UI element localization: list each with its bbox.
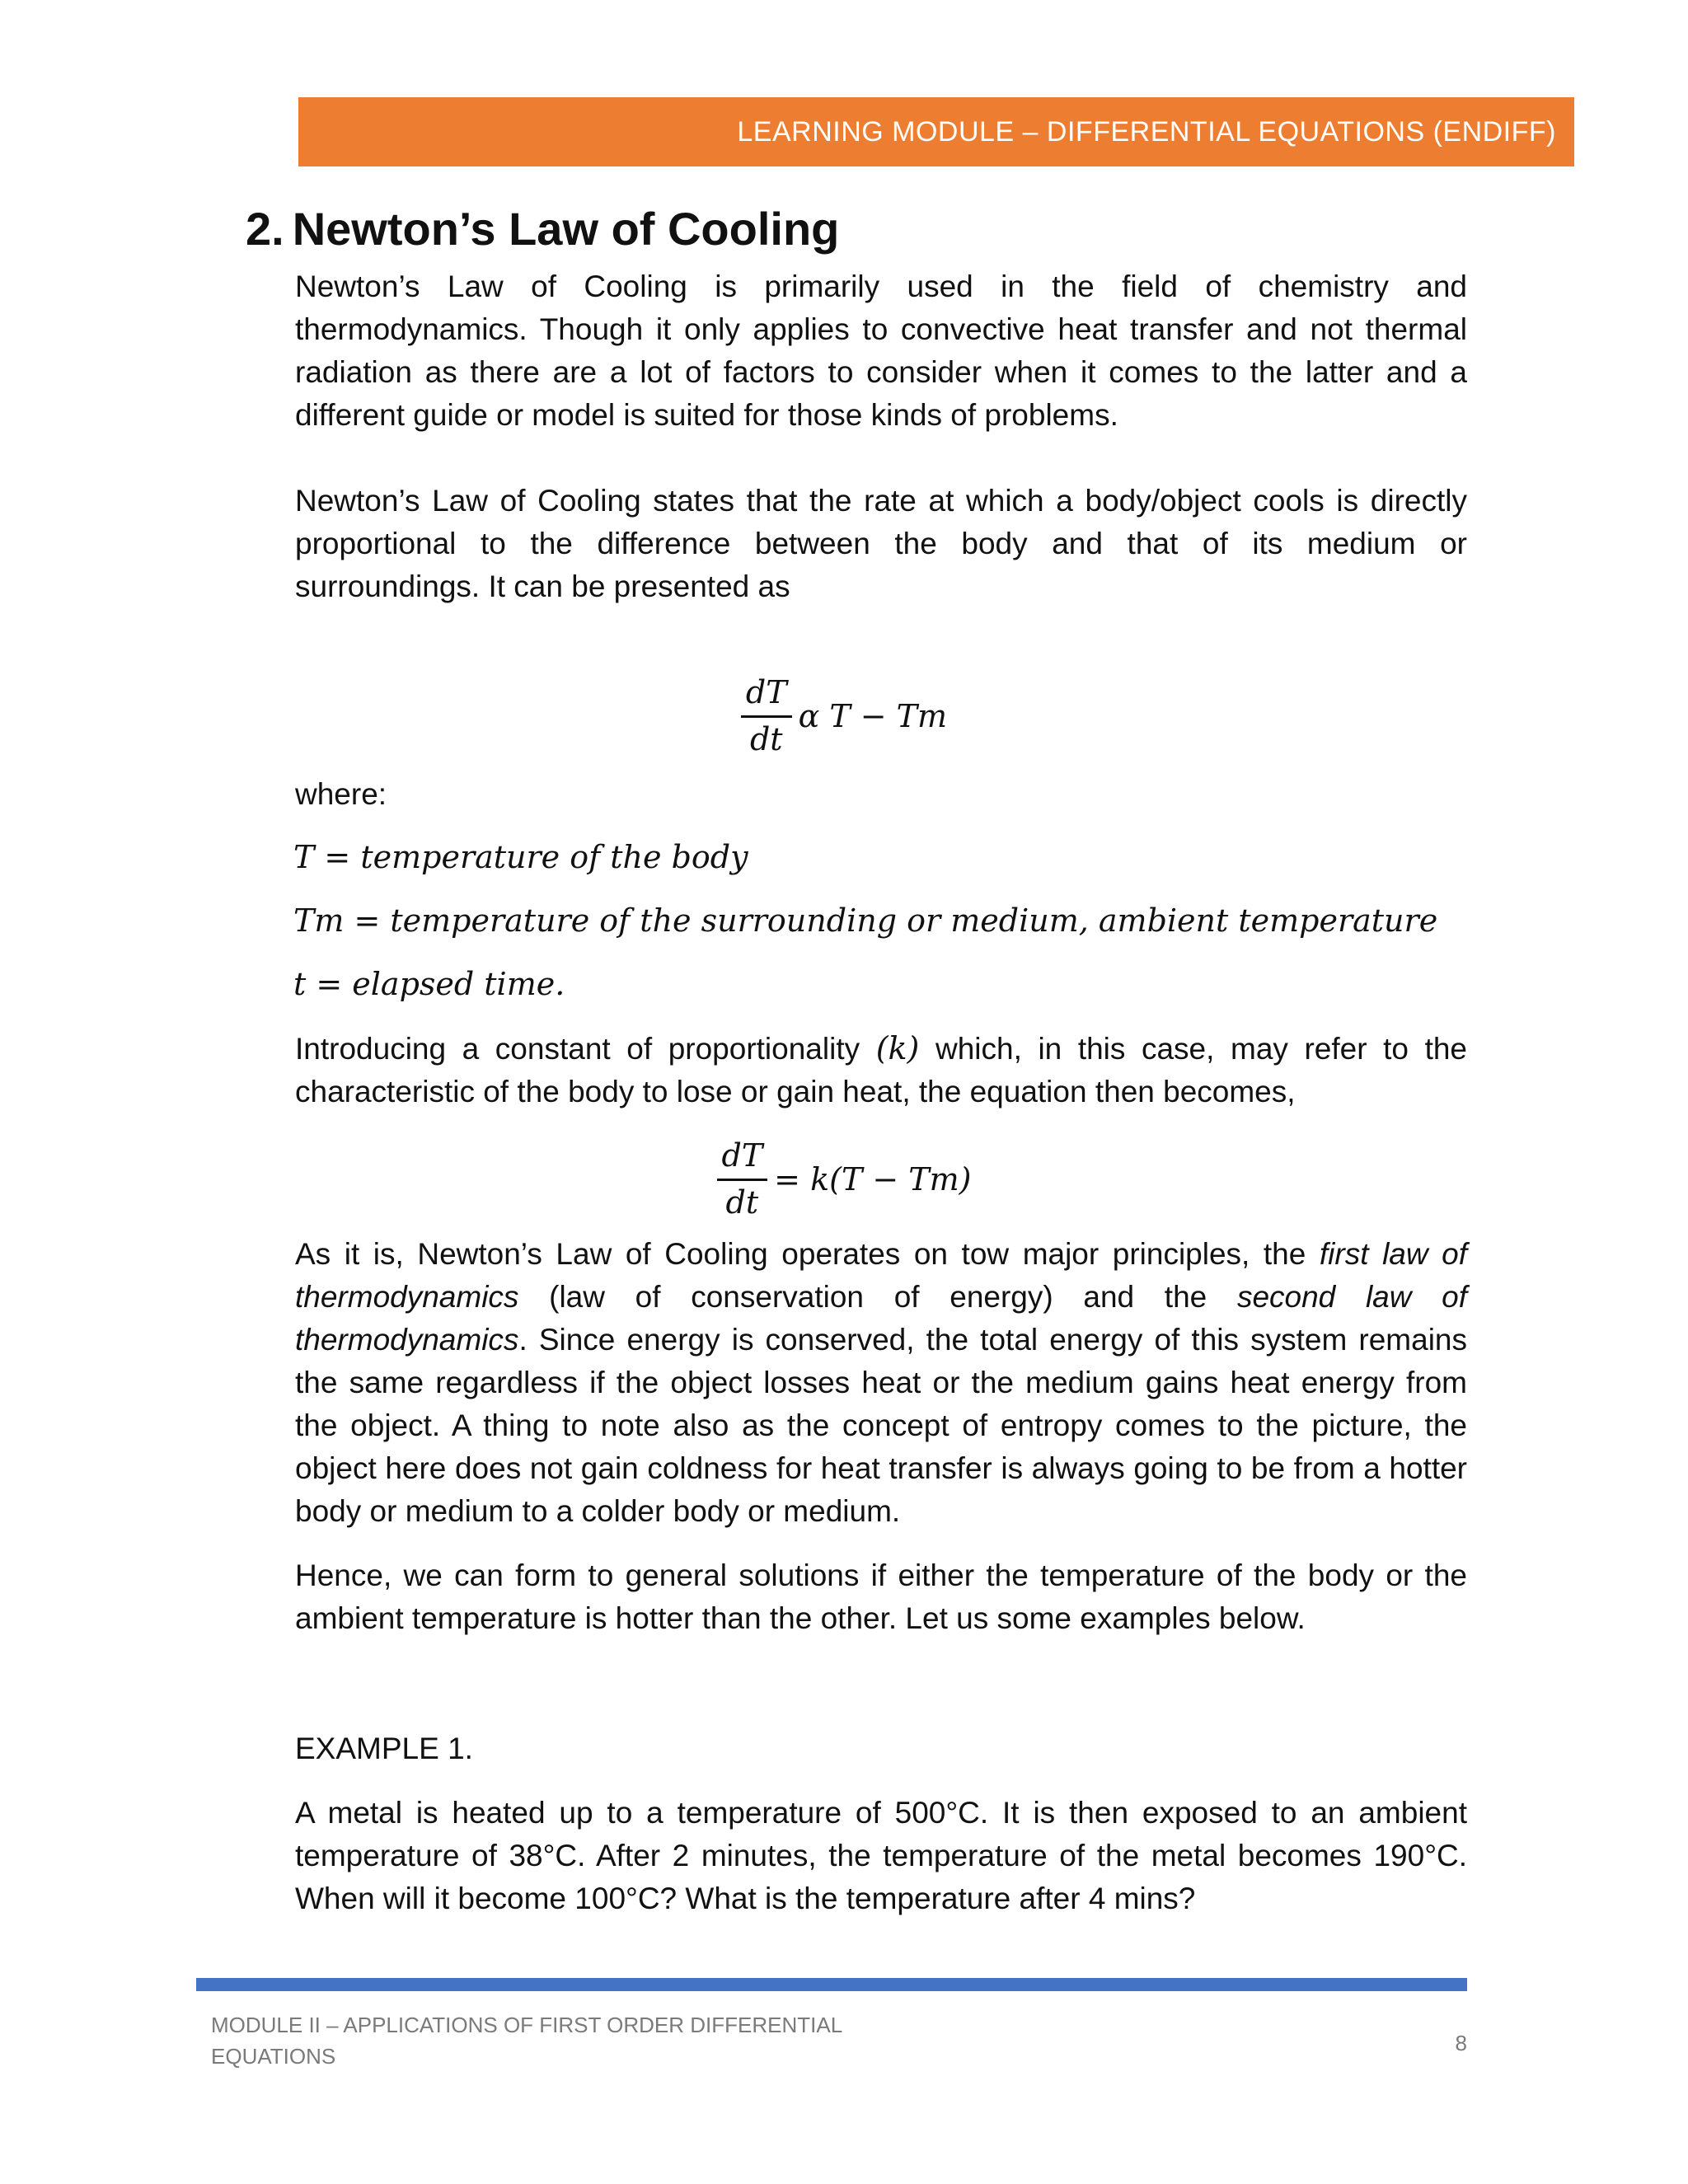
definition-elapsed-time: t = elapsed time. (293, 966, 565, 1002)
example-text: A metal is heated up to a temperature of 500°C. It is then exposed to an ambient temperature of 38°C. After 2 minutes, the temperature of the metal becomes 190°C. When will it become 100°C? What is the temperature after 4 mins? (295, 1796, 1467, 1915)
second-law-term: second law of thermodynamics (295, 1280, 1468, 1357)
equation-rhs: = k(T − Tm) (774, 1160, 972, 1197)
section-heading: Newton’s Law of Cooling (292, 203, 840, 255)
constant-paragraph-block (295, 1027, 1467, 1113)
definition-ambient-temperature: Tm = temperature of the surrounding or medium, ambient temperature (293, 902, 1438, 939)
where-label: where: (295, 777, 387, 811)
statement-paragraph: Newton’s Law of Cooling states that the rate at which a body/object cools is directly proportional to the difference between the body and that of its medium or surroundings. It can be presented as (295, 484, 1467, 603)
principles-text-3: . Since energy is conserved, the total energy of this system remains the same regardless if the object losses heat or the medium gains heat energy from the object. A thing to note also as the concept of entropy comes to the picture, the object here does not gain coldness for heat transfer is always going to be from a hotter body or medium to a colder body or medium. (295, 1323, 1467, 1528)
statement-paragraph-block (295, 480, 1467, 608)
constant-paragraph (295, 1027, 1467, 1113)
section-number: 2. (246, 203, 284, 255)
hence-paragraph-block (295, 1554, 1467, 1640)
fraction-numerator: dT (717, 1137, 768, 1181)
example-label-block (295, 1727, 1467, 1770)
proportionality-equation (0, 674, 1688, 757)
section-title (246, 196, 847, 262)
definition-temperature-body: T = temperature of the body (293, 839, 748, 875)
hence-paragraph: Hence, we can form to general solutions if either the temperature of the body or the ambient temperature is hotter than the other. Let us some examples below. (295, 1558, 1467, 1635)
footer-module-title: MODULE II – APPLICATIONS OF FIRST ORDER DIFFERENTIAL EQUATIONS (211, 2013, 842, 2069)
page-number: 8 (1455, 2031, 1467, 2055)
header-title: LEARNING MODULE – DIFFERENTIAL EQUATIONS (ENDIFF) (737, 116, 1556, 148)
newton-cooling-equation (0, 1137, 1688, 1221)
example-text-block (295, 1792, 1467, 1920)
fraction-denominator: dt (725, 1184, 759, 1221)
principles-paragraph-block (295, 1233, 1467, 1533)
fraction-numerator: dT (741, 674, 792, 718)
principles-text-2: (law of conservation of energy) and the (549, 1280, 1207, 1314)
fraction-denominator: dt (749, 721, 783, 757)
principles-paragraph (295, 1233, 1467, 1533)
derivative-fraction (717, 1137, 768, 1221)
intro-paragraph-block (295, 265, 1467, 437)
header-banner (298, 97, 1574, 166)
constant-text-after: which, in this case, may refer to the characteristic of the body to lose or gain heat, the equation then becomes, (295, 1032, 1468, 1108)
constant-text-before: Introducing a constant of proportionality (295, 1032, 860, 1066)
example-label: EXAMPLE 1. (295, 1732, 473, 1765)
first-law-term: first law of thermodynamics (295, 1237, 1467, 1314)
where-label-block (295, 773, 1467, 816)
constant-symbol: (k) (875, 1030, 920, 1066)
equation-rhs: α T − Tm (798, 697, 948, 734)
derivative-fraction (741, 674, 792, 757)
footer-divider (196, 1978, 1467, 1991)
intro-paragraph: Newton’s Law of Cooling is primarily used in the field of chemistry and thermodynamics. Though it only applies to convective heat transfer and not thermal radiation as there are a lot of factors to consider when it comes to the latter and a different guide or model is suited for those kinds of problems. (295, 269, 1467, 432)
principles-text-1: As it is, Newton’s Law of Cooling operates on tow major principles, the (295, 1237, 1306, 1271)
